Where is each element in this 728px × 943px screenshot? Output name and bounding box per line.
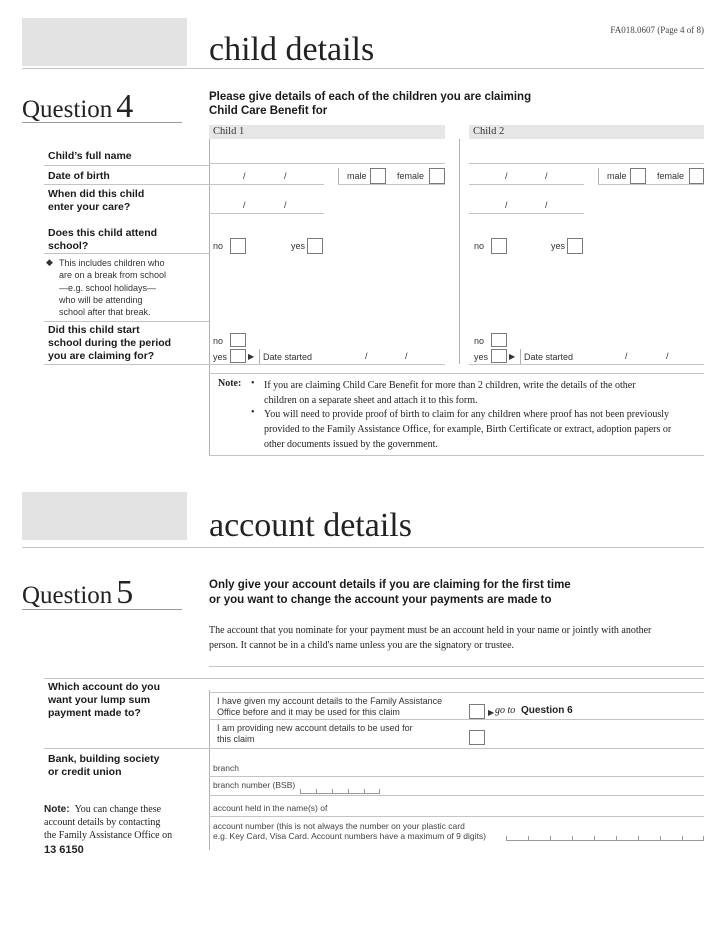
child-1-school-no-label: no xyxy=(213,241,224,251)
date-separator: / xyxy=(243,171,246,181)
note-line: —e.g. school holidays— xyxy=(59,282,157,293)
child-2-date-started-field[interactable] xyxy=(469,364,704,365)
page-reference: FA018.0607 (Page 4 of 8) xyxy=(610,25,704,35)
option-line: I am providing new account details to be used for xyxy=(217,723,413,733)
column-line xyxy=(209,690,210,850)
label-line: When did this child xyxy=(48,188,145,200)
note-line: You will need to provide proof of birth to claim for any children where proof has not been previously xyxy=(264,409,669,420)
label-line: account number (this is not always the number on your plastic card xyxy=(213,821,465,831)
column-line xyxy=(209,139,210,455)
digit-tick xyxy=(364,789,365,793)
side-note-line xyxy=(44,803,194,816)
label-line: Did this child start xyxy=(48,324,140,336)
date-separator: / xyxy=(365,351,368,361)
child-1-male-label: male xyxy=(347,171,367,181)
digit-tick xyxy=(300,789,301,793)
digit-tick xyxy=(572,836,573,840)
divider xyxy=(209,795,704,796)
child-1-male-checkbox[interactable] xyxy=(370,168,386,184)
child-2-female-label: female xyxy=(657,171,685,181)
digit-tick xyxy=(348,789,349,793)
intro-line: The account that you nominate for your payment must be an account held in your name or jointly with another xyxy=(209,625,652,636)
child-1-date-started-field[interactable] xyxy=(209,364,445,365)
account-number-digit-boxes[interactable] xyxy=(506,836,704,841)
date-separator: / xyxy=(284,200,287,210)
option-new-account-text xyxy=(217,723,413,745)
option-line: this claim xyxy=(217,734,255,744)
child-2-male-checkbox[interactable] xyxy=(630,168,646,184)
phone-number: 13 6150 xyxy=(44,844,84,856)
child-1-header: Child 1 xyxy=(209,125,445,139)
divider xyxy=(209,666,704,667)
digit-tick xyxy=(638,836,639,840)
question-4-heading xyxy=(22,88,133,126)
arrow-right-icon: ▶ xyxy=(509,352,516,361)
instruction-line: Only give your account details if you are claiming for the first time xyxy=(209,579,571,591)
child-1-female-checkbox[interactable] xyxy=(429,168,445,184)
label-line: payment made to? xyxy=(48,707,141,719)
date-separator: / xyxy=(505,200,508,210)
question-5-instruction xyxy=(209,578,571,608)
child-1-school-yes-label: yes xyxy=(291,241,306,251)
divider xyxy=(22,547,704,548)
arrow-right-icon: ▶ xyxy=(248,352,255,361)
bullet-icon: • xyxy=(251,378,255,389)
dob-label: Date of birth xyxy=(48,170,110,182)
note-line: are on a break from school xyxy=(59,270,167,281)
digit-tick xyxy=(379,789,380,793)
child-1-school-yes-checkbox[interactable] xyxy=(307,238,323,254)
column-line xyxy=(459,139,460,364)
date-separator: / xyxy=(666,351,669,361)
child-1-date-started-label: Date started xyxy=(263,352,313,362)
date-separator: / xyxy=(405,351,408,361)
date-separator: / xyxy=(545,200,548,210)
digit-tick xyxy=(616,836,617,840)
bsb-digit-boxes[interactable] xyxy=(300,789,380,794)
side-note-line: account details by contacting xyxy=(44,817,161,828)
digit-tick xyxy=(682,836,683,840)
digit-tick xyxy=(660,836,661,840)
column-line xyxy=(598,168,599,184)
label-line: school during the period xyxy=(48,337,172,349)
question-number: 5 xyxy=(116,574,134,611)
label-line: enter your care? xyxy=(48,201,131,213)
date-separator: / xyxy=(284,171,287,181)
instruction-line: Child Care Benefit for xyxy=(209,105,328,117)
side-note-text: You can change these xyxy=(74,804,162,815)
digit-tick xyxy=(594,836,595,840)
date-separator: / xyxy=(505,171,508,181)
child-2-school-no-checkbox[interactable] xyxy=(491,238,507,254)
note-line: This includes children who xyxy=(59,258,165,268)
side-note-label: Note: xyxy=(44,804,70,815)
child-2-start-yes-label: yes xyxy=(474,352,489,362)
child-2-start-no-label: no xyxy=(474,336,485,346)
label-line: want your lump sum xyxy=(48,694,151,706)
divider xyxy=(22,68,704,69)
divider xyxy=(44,364,209,365)
digit-tick xyxy=(332,789,333,793)
divider xyxy=(338,184,445,185)
section-title-child-details: child details xyxy=(209,31,375,68)
note-line: who will be attending xyxy=(59,294,143,305)
bullet-diamond-icon: ◆ xyxy=(46,257,53,267)
previous-account-checkbox[interactable] xyxy=(469,704,485,719)
instruction-line: Please give details of each of the children you are claiming xyxy=(209,91,532,103)
branch-field[interactable] xyxy=(209,776,704,777)
child-2-school-yes-checkbox[interactable] xyxy=(567,238,583,254)
branch-label: branch xyxy=(213,763,239,773)
column-line xyxy=(259,349,260,364)
note-item-1 xyxy=(264,378,636,408)
child-2-school-yes-label: yes xyxy=(551,241,566,251)
child-1-start-yes-checkbox[interactable] xyxy=(230,349,246,363)
child-2-care-date-field[interactable] xyxy=(469,213,584,214)
full-name-label: Child’s full name xyxy=(48,150,132,162)
label-line: school? xyxy=(48,240,89,252)
account-name-label: account held in the name(s) of xyxy=(213,803,328,813)
divider xyxy=(209,719,704,720)
account-number-label xyxy=(213,821,486,841)
divider xyxy=(209,373,704,374)
question-word: Question xyxy=(22,96,113,123)
note-item-2 xyxy=(264,407,671,452)
account-intro xyxy=(209,623,651,653)
child-1-name-field[interactable] xyxy=(209,163,445,164)
goto-text: go to xyxy=(495,705,516,716)
start-question-label xyxy=(48,324,171,363)
digit-tick xyxy=(506,836,507,840)
digit-tick xyxy=(316,789,317,793)
child-1-dob-field[interactable] xyxy=(209,184,324,185)
question-word: Question xyxy=(22,582,113,609)
child-2-start-yes-checkbox[interactable] xyxy=(491,349,507,363)
note-line: provided to the Family Assistance Office, for example, Birth Certificate or extract, adoption papers or xyxy=(264,424,672,435)
label-line: e.g. Key Card, Visa Card. Account numbers have a maximum of 9 digits) xyxy=(213,831,486,841)
divider xyxy=(209,692,704,693)
note-line: If you are claiming Child Care Benefit for more than 2 children, write the details of the other xyxy=(264,380,636,391)
column-line xyxy=(338,168,339,184)
option-previous-account-text xyxy=(217,696,442,718)
divider xyxy=(44,321,209,322)
section-title-account-details: account details xyxy=(209,507,412,544)
label-line: Does this child attend xyxy=(48,227,158,239)
which-account-label xyxy=(48,681,160,720)
goto-question-6-link[interactable]: Question 6 xyxy=(521,705,573,716)
label-line: you are claiming for? xyxy=(48,350,155,362)
child-2-name-field[interactable] xyxy=(469,163,704,164)
divider xyxy=(44,165,209,166)
section-banner-box xyxy=(22,492,187,540)
note-line: school after that break. xyxy=(59,307,151,318)
child-2-male-label: male xyxy=(607,171,627,181)
divider xyxy=(22,609,182,610)
option-line: I have given my account details to the Family Assistance xyxy=(217,696,443,706)
note-line: other documents issued by the government. xyxy=(264,439,438,450)
child-2-start-no-checkbox[interactable] xyxy=(491,333,507,347)
divider xyxy=(44,184,209,185)
question-4-instruction xyxy=(209,90,531,118)
child-2-date-started-label: Date started xyxy=(524,352,574,362)
child-2-header: Child 2 xyxy=(469,125,704,139)
date-separator: / xyxy=(545,171,548,181)
divider xyxy=(44,748,704,749)
arrow-right-icon: ▶ xyxy=(488,708,495,717)
child-2-dob-field[interactable] xyxy=(469,184,584,185)
child-1-care-date-field[interactable] xyxy=(209,213,324,214)
digit-tick xyxy=(703,836,704,840)
divider xyxy=(22,122,182,123)
option-line: Office before and it may be used for this claim xyxy=(217,707,400,717)
question-number: 4 xyxy=(116,88,134,125)
section-banner-box xyxy=(22,18,187,66)
child-2-female-checkbox[interactable] xyxy=(689,168,704,184)
date-separator: / xyxy=(243,200,246,210)
divider xyxy=(44,253,209,254)
column-line xyxy=(520,349,521,364)
bank-label xyxy=(48,753,159,779)
care-question-label xyxy=(48,188,144,214)
question-5-heading xyxy=(22,574,133,612)
divider xyxy=(44,678,704,679)
note-line: children on a separate sheet and attach it to this form. xyxy=(264,395,478,406)
divider xyxy=(209,455,704,456)
date-separator: / xyxy=(625,351,628,361)
intro-line: person. It cannot be in a child's name unless you are the signatory or trustee. xyxy=(209,640,515,651)
instruction-line: or you want to change the account your payments are made to xyxy=(209,594,552,606)
child-2-school-no-label: no xyxy=(474,241,485,251)
account-name-field[interactable] xyxy=(209,816,704,817)
child-1-female-label: female xyxy=(397,171,425,181)
school-note xyxy=(59,257,166,318)
side-note xyxy=(44,803,194,857)
child-1-school-no-checkbox[interactable] xyxy=(230,238,246,254)
digit-tick xyxy=(528,836,529,840)
child-1-start-no-checkbox[interactable] xyxy=(230,333,246,347)
note-label: Note: xyxy=(218,378,242,389)
school-question-label xyxy=(48,227,157,253)
digit-tick xyxy=(550,836,551,840)
label-line: Which account do you xyxy=(48,681,160,693)
bullet-icon: • xyxy=(251,407,255,418)
bsb-label: branch number (BSB) xyxy=(213,780,296,790)
child-1-start-no-label: no xyxy=(213,336,224,346)
label-line: or credit union xyxy=(48,766,122,778)
child-1-start-yes-label: yes xyxy=(213,352,228,362)
divider xyxy=(598,184,704,185)
new-account-checkbox[interactable] xyxy=(469,730,485,745)
label-line: Bank, building society xyxy=(48,753,160,765)
side-note-line: the Family Assistance Office on xyxy=(44,830,173,841)
